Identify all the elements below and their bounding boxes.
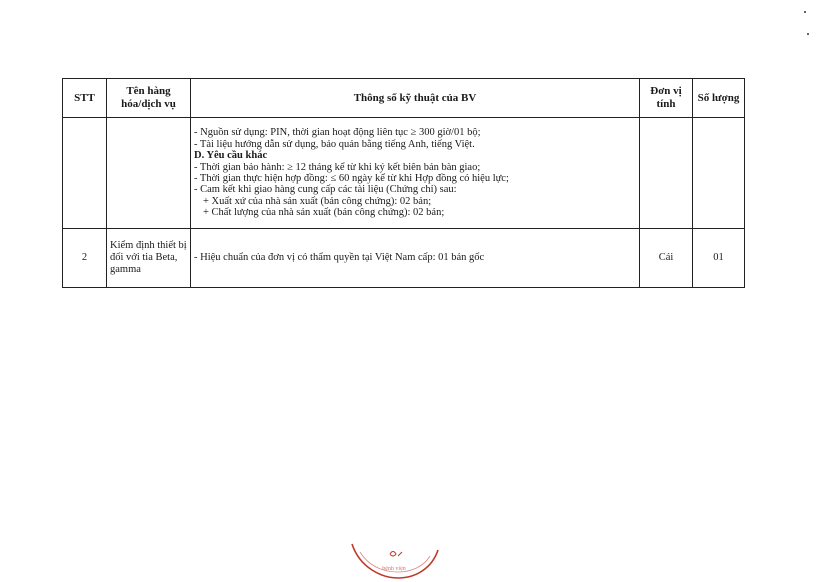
spec-line: - Tài liệu hướng dẫn sử dụng, bảo quản bằng tiếng Anh, tiếng Việt. — [194, 138, 475, 150]
spec-line: - Cam kết khi giao hàng cung cấp các tài liệu (Chứng chỉ) sau: — [194, 184, 457, 196]
cell-unit: Cái — [640, 229, 693, 288]
red-seal-stamp — [346, 538, 442, 582]
spec-section-heading: D. Yêu cầu khác — [194, 150, 268, 162]
header-unit: Đơn vị tính — [640, 79, 693, 118]
cell-quantity: 01 — [693, 229, 745, 288]
cell-technical-spec — [191, 229, 640, 288]
spec-line: - Nguồn sử dụng: PIN, thời gian hoạt động liên tục ≥ 300 giờ/01 bộ; — [194, 127, 481, 139]
header-technical-spec: Thông số kỹ thuật của BV — [191, 79, 640, 118]
cell-item-name — [107, 118, 191, 229]
cell-item-name: Kiểm định thiết bị đối với tia Beta, gamma — [107, 229, 191, 288]
spec-sub-line: + Xuất xứ của nhà sản xuất (bản công chứng): 02 bản; — [203, 195, 432, 207]
specification-table — [62, 78, 745, 288]
cell-quantity — [693, 118, 745, 229]
spec-line: - Thời gian thực hiện hợp đồng: ≤ 60 ngày kể từ khi Hợp đồng có hiệu lực; — [194, 173, 509, 184]
table-row — [63, 229, 745, 288]
cell-stt: 2 — [63, 229, 107, 288]
cell-unit — [640, 118, 693, 229]
svg-text:bệnh viện: bệnh viện — [382, 566, 406, 572]
spec-line: - Hiệu chuẩn của đơn vị có thẩm quyền tại Việt Nam cấp: 01 bản gốc — [194, 252, 485, 264]
header-stt: STT — [63, 79, 107, 118]
header-quantity: Số lượng — [693, 79, 745, 118]
cell-stt — [63, 118, 107, 229]
table-header-row — [63, 79, 745, 118]
scan-speck-right — [807, 33, 809, 35]
cell-technical-spec — [191, 118, 640, 229]
header-item-name: Tên hàng hóa/dịch vụ — [107, 79, 191, 118]
spec-sub-line: + Chất lượng của nhà sản xuất (bản công chứng): 02 bản; — [203, 207, 445, 219]
spec-line: - Thời gian bảo hành: ≥ 12 tháng kể từ khi ký kết biên bản bàn giao; — [194, 161, 481, 173]
scan-speck-top — [804, 11, 806, 13]
table-row — [63, 118, 745, 229]
